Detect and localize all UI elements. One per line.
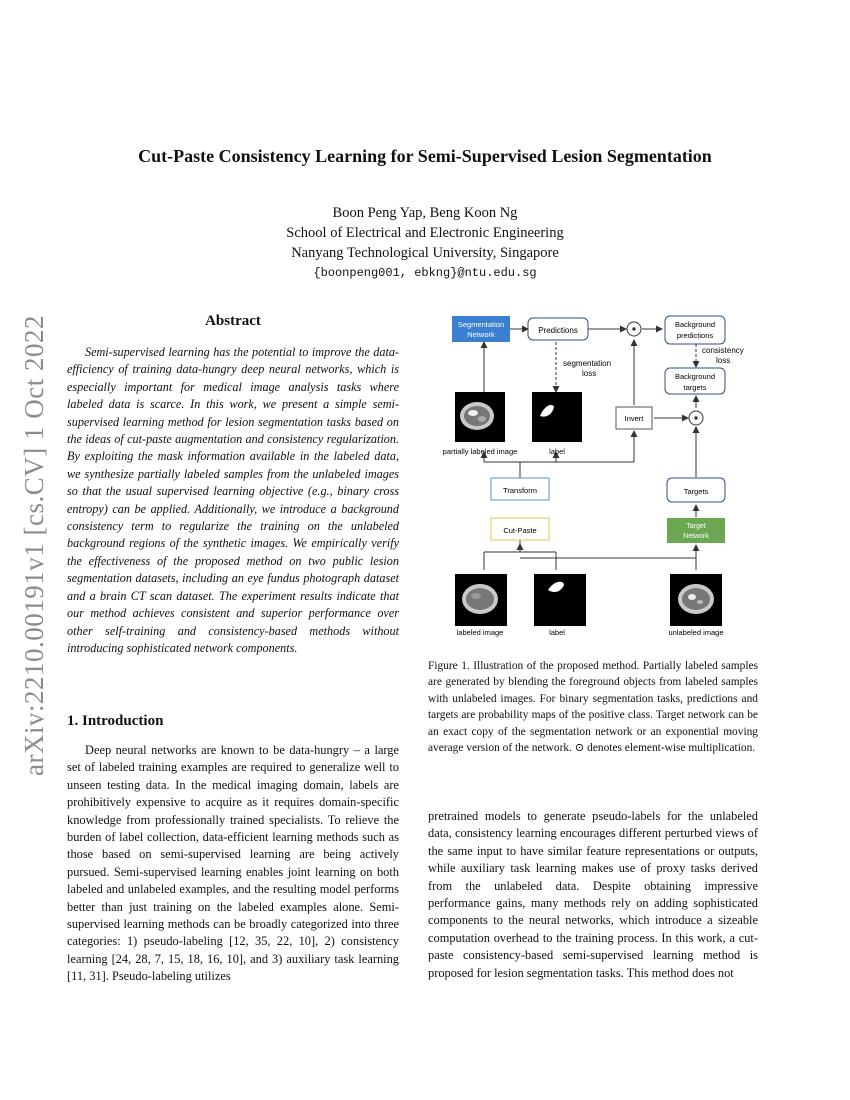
background-targets-label: Background (674, 372, 716, 381)
author-block (0, 203, 850, 283)
segmentation-loss-label: segmentation (563, 359, 612, 368)
figure-caption: Figure 1. Illustration of the proposed method. Partially labeled samples are generated by blending the foreground objects from labeled samples with unlabeled images. For binary segmentation tasks, predictions and targets are probability maps of the positive class. Target network can be an exact copy of the segmentation network or an exponential moving average version of the network. ⊙ denotes element-wise multiplication. (428, 660, 758, 755)
introduction-text: Deep neural networks are known to be data-hungry – a large set of labeled training examples are required to generalize well to unseen testing data. In the medical imaging domain, labels are prohibitively expensive to acquire as it requires domain-specific knowledge from professionally trained specialists. To relieve the burden of label collection, data-efficient learning methods such as those based on semi-supervised learning are being actively pursued. Semi-supervised learning enables joint learning on both labeled and unlabeled examples, and the resulting model performs better than just training on the labeled examples alone. Semi-supervised learning methods can be broadly categorized into three categories: 1) pseudo-labeling [12, 35, 22, 10], 2) consistency learning [24, 28, 7, 15, 18, 16, 10], and 3) auxiliary task learning [11, 31]. Pseudo-labeling utilizes (67, 743, 399, 984)
segmentation-network-label-2: Network (467, 330, 495, 339)
label-mask-top (532, 392, 582, 442)
consistency-loss-label: consistency (702, 346, 744, 355)
background-predictions-label: Background (674, 320, 716, 329)
partially-labeled-image (455, 392, 505, 442)
predictions-label: Predictions (538, 326, 578, 335)
affiliation-school: School of Electrical and Electronic Engineering (286, 225, 564, 241)
label-mask-top-caption: label (549, 447, 565, 456)
partially-labeled-image-caption: partially labeled image (442, 447, 518, 456)
labeled-image-caption: labeled image (456, 628, 504, 637)
affiliation-university: Nanyang Technological University, Singapore (291, 245, 559, 261)
author-names: Boon Peng Yap, Beng Koon Ng (332, 205, 518, 221)
background-targets-label-2: targets (683, 383, 707, 392)
method-figure (430, 312, 760, 642)
arxiv-id: arXiv:2210.00191v1 [cs.CV] 1 Oct 2022 (18, 314, 49, 776)
introduction-continued-text: pretrained models to generate pseudo-labels for the unlabeled data, consistency learning encourages different perturbed views of the same input to have similar feature representations or outputs, while auxiliary task learning makes use of proxy tasks derived from the unlabeled data. Despite obtaining impressive performance gains, many methods rely on adding sophisticated components to the neural networks, which introduce a sizeable computation overhead to the training process. In this work, a cut-paste consistency-based semi-supervised learning method is proposed for lesion segmentation tasks. This method does not (428, 809, 758, 980)
labeled-image (455, 574, 507, 626)
unlabeled-image-caption: unlabeled image (668, 628, 724, 637)
transform-label: Transform (503, 486, 537, 495)
background-predictions-label-2: predictions (676, 331, 714, 340)
introduction-heading: 1. Introduction (67, 713, 164, 729)
abstract-heading: Abstract (205, 313, 261, 329)
segmentation-loss-label-2: loss (582, 369, 597, 378)
method-diagram (430, 312, 760, 642)
consistency-loss-label-2: loss (716, 356, 731, 365)
arxiv-stamp (8, 300, 60, 790)
paper-title: Cut-Paste Consistency Learning for Semi-Supervised Lesion Segmentation (138, 146, 712, 166)
unlabeled-image (670, 574, 722, 626)
target-network-label: Target (686, 523, 706, 530)
author-email: {boonpeng001, ebkng}@ntu.edu.sg (313, 266, 537, 280)
invert-label: Invert (624, 414, 644, 423)
targets-label: Targets (683, 487, 709, 496)
abstract-section (67, 313, 399, 657)
target-network-label-2: Network (683, 533, 709, 540)
segmentation-network-label: Segmentation (457, 320, 505, 329)
label-mask-bottom-caption: label (549, 628, 565, 637)
label-mask-bottom (534, 574, 586, 626)
abstract-text: Semi-supervised learning has the potential to improve the data-efficiency of training data-hungry deep neural networks, which is especially important for medical image analysis tasks where labeled data is scarce. In this work, we present a simple semi-supervised learning method for lesion segmentation tasks based on the ideas of cut-paste augmentation and consistency regularization. By exploiting the mask information available in the labeled data, we synthesize partially labeled samples from the unlabeled images so that the usual supervised learning objective (e.g., binary cross entropy) can be applied. Additionally, we introduce a background consistency term to regularize the training on the unlabeled background regions of the synthetic images. We empirically verify the effectiveness of the proposed method on two public lesion segmentation datasets, including an eye fundus photograph dataset and a brain CT scan dataset. The experiment results indicate that our method achieves consistent and superior performance over other self-training and consistency-based methods without introducing sophisticated network components. (67, 345, 399, 655)
cut-paste-label: Cut-Paste (503, 526, 537, 535)
